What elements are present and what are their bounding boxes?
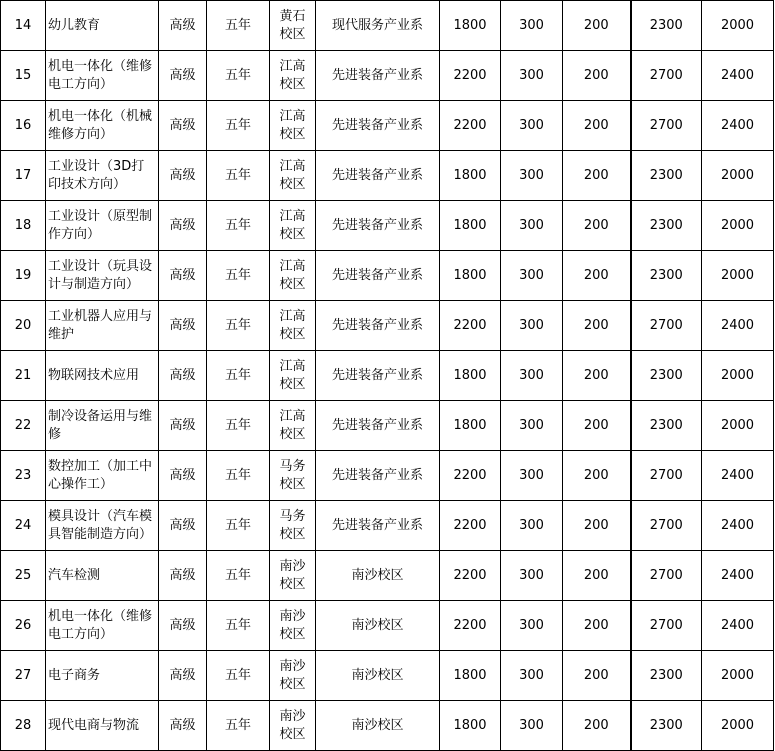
fee-cell-1: 2200	[440, 51, 501, 101]
campus-cell-text: 江高校区	[279, 108, 306, 142]
department-cell: 先进装备产业系	[316, 301, 440, 351]
fee-cell-2: 300	[501, 251, 563, 301]
years-cell: 五年	[207, 151, 270, 201]
campus-cell-text: 南沙校区	[279, 608, 306, 642]
years-cell: 五年	[207, 551, 270, 601]
years-cell: 五年	[207, 701, 270, 751]
major-name-cell	[46, 151, 159, 201]
fee-cell-4: 2300	[631, 351, 702, 401]
major-name-cell-text: 现代电商与物流	[48, 717, 140, 733]
table-row	[1, 701, 774, 751]
major-name-cell	[46, 1, 159, 51]
row-number-cell: 28	[1, 701, 46, 751]
fee-cell-5: 2000	[702, 151, 774, 201]
table-row	[1, 201, 774, 251]
level-cell: 高级	[159, 701, 207, 751]
fee-cell-5: 2400	[702, 451, 774, 501]
campus-cell	[270, 201, 316, 251]
fee-cell-4: 2700	[631, 601, 702, 651]
campus-cell-text: 江高校区	[279, 258, 306, 292]
fee-cell-3: 200	[563, 501, 631, 551]
department-cell: 先进装备产业系	[316, 351, 440, 401]
fee-cell-2: 300	[501, 51, 563, 101]
fee-cell-1: 2200	[440, 451, 501, 501]
major-name-cell-text: 物联网技术应用	[48, 367, 140, 383]
row-number-cell: 17	[1, 151, 46, 201]
major-name-cell	[46, 101, 159, 151]
fee-cell-2: 300	[501, 701, 563, 751]
table-row	[1, 251, 774, 301]
fee-cell-4: 2700	[631, 451, 702, 501]
fee-cell-4: 2300	[631, 701, 702, 751]
fee-cell-1: 1800	[440, 701, 501, 751]
campus-cell	[270, 1, 316, 51]
campus-cell-text: 南沙校区	[279, 708, 306, 742]
table-row	[1, 551, 774, 601]
fee-cell-3: 200	[563, 401, 631, 451]
department-cell: 先进装备产业系	[316, 151, 440, 201]
department-cell: 先进装备产业系	[316, 51, 440, 101]
fee-cell-2: 300	[501, 151, 563, 201]
fee-cell-2: 300	[501, 501, 563, 551]
fee-cell-2: 300	[501, 201, 563, 251]
fee-cell-1: 2200	[440, 501, 501, 551]
fee-cell-1: 1800	[440, 1, 501, 51]
level-cell: 高级	[159, 151, 207, 201]
fee-cell-2: 300	[501, 401, 563, 451]
fee-cell-4: 2700	[631, 551, 702, 601]
fee-cell-3: 200	[563, 701, 631, 751]
major-name-cell	[46, 601, 159, 651]
level-cell: 高级	[159, 51, 207, 101]
major-name-cell	[46, 201, 159, 251]
major-name-cell-text: 工业设计（玩具设计与制造方向）	[48, 258, 153, 292]
campus-cell-text: 江高校区	[279, 358, 306, 392]
major-name-cell	[46, 251, 159, 301]
fee-cell-5: 2000	[702, 1, 774, 51]
major-name-cell	[46, 301, 159, 351]
row-number-cell: 25	[1, 551, 46, 601]
campus-cell-text: 黄石校区	[279, 8, 306, 42]
major-name-cell	[46, 701, 159, 751]
fee-cell-5: 2000	[702, 401, 774, 451]
fee-cell-1: 2200	[440, 601, 501, 651]
major-name-cell	[46, 501, 159, 551]
level-cell: 高级	[159, 101, 207, 151]
level-cell: 高级	[159, 1, 207, 51]
table-row	[1, 651, 774, 701]
row-number-cell: 18	[1, 201, 46, 251]
fee-cell-4: 2700	[631, 51, 702, 101]
fee-cell-5: 2400	[702, 101, 774, 151]
fee-cell-4: 2700	[631, 101, 702, 151]
table-row	[1, 101, 774, 151]
fee-cell-1: 1800	[440, 401, 501, 451]
major-name-cell	[46, 651, 159, 701]
fee-cell-2: 300	[501, 301, 563, 351]
fee-cell-4: 2300	[631, 251, 702, 301]
table-body	[1, 1, 774, 751]
row-number-cell: 20	[1, 301, 46, 351]
years-cell: 五年	[207, 451, 270, 501]
table-row	[1, 601, 774, 651]
campus-cell	[270, 551, 316, 601]
row-number-cell: 26	[1, 601, 46, 651]
years-cell: 五年	[207, 501, 270, 551]
level-cell: 高级	[159, 201, 207, 251]
fee-cell-1: 1800	[440, 351, 501, 401]
fee-cell-4: 2300	[631, 401, 702, 451]
level-cell: 高级	[159, 351, 207, 401]
fee-cell-3: 200	[563, 101, 631, 151]
campus-cell	[270, 451, 316, 501]
fee-cell-3: 200	[563, 251, 631, 301]
level-cell: 高级	[159, 601, 207, 651]
level-cell: 高级	[159, 401, 207, 451]
major-name-cell-text: 数控加工（加工中心操作工）	[48, 458, 153, 492]
campus-cell	[270, 251, 316, 301]
years-cell: 五年	[207, 51, 270, 101]
level-cell: 高级	[159, 251, 207, 301]
fee-cell-5: 2400	[702, 501, 774, 551]
fee-cell-1: 2200	[440, 301, 501, 351]
table-row	[1, 501, 774, 551]
table-row	[1, 151, 774, 201]
level-cell: 高级	[159, 301, 207, 351]
fee-cell-3: 200	[563, 601, 631, 651]
campus-cell	[270, 301, 316, 351]
major-name-cell-text: 机电一体化（维修电工方向）	[48, 58, 153, 92]
major-name-cell-text: 工业设计（3D打印技术方向）	[48, 158, 145, 192]
fee-cell-3: 200	[563, 551, 631, 601]
department-cell: 南沙校区	[316, 651, 440, 701]
major-name-cell-text: 幼儿教育	[48, 17, 101, 33]
fee-cell-5: 2000	[702, 251, 774, 301]
row-number-cell: 15	[1, 51, 46, 101]
fee-cell-5: 2400	[702, 601, 774, 651]
major-name-cell-text: 机电一体化（维修电工方向）	[48, 608, 153, 642]
fee-cell-3: 200	[563, 1, 631, 51]
row-number-cell: 24	[1, 501, 46, 551]
campus-cell	[270, 351, 316, 401]
fee-cell-5: 2400	[702, 551, 774, 601]
fee-cell-3: 200	[563, 351, 631, 401]
fee-cell-4: 2300	[631, 151, 702, 201]
row-number-cell: 14	[1, 1, 46, 51]
row-number-cell: 16	[1, 101, 46, 151]
major-name-cell-text: 工业机器人应用与维护	[48, 308, 153, 342]
fee-cell-2: 300	[501, 551, 563, 601]
campus-cell-text: 马务校区	[279, 508, 306, 542]
major-name-cell	[46, 451, 159, 501]
major-name-cell-text: 汽车检测	[48, 567, 101, 583]
fee-cell-3: 200	[563, 451, 631, 501]
fee-cell-2: 300	[501, 101, 563, 151]
campus-cell	[270, 651, 316, 701]
department-cell: 南沙校区	[316, 551, 440, 601]
campus-cell-text: 江高校区	[279, 308, 306, 342]
fee-cell-4: 2300	[631, 1, 702, 51]
row-number-cell: 27	[1, 651, 46, 701]
campus-cell	[270, 101, 316, 151]
campus-cell-text: 江高校区	[279, 158, 306, 192]
fee-cell-2: 300	[501, 351, 563, 401]
fee-cell-2: 300	[501, 601, 563, 651]
row-number-cell: 19	[1, 251, 46, 301]
campus-cell	[270, 51, 316, 101]
years-cell: 五年	[207, 1, 270, 51]
years-cell: 五年	[207, 651, 270, 701]
row-number-cell: 21	[1, 351, 46, 401]
fee-cell-3: 200	[563, 651, 631, 701]
fee-cell-1: 1800	[440, 251, 501, 301]
fee-cell-3: 200	[563, 201, 631, 251]
campus-cell-text: 南沙校区	[279, 558, 306, 592]
major-name-cell-text: 模具设计（汽车模具智能制造方向）	[48, 508, 153, 542]
campus-cell-text: 江高校区	[279, 58, 306, 92]
fee-cell-5: 2000	[702, 701, 774, 751]
department-cell: 先进装备产业系	[316, 251, 440, 301]
row-number-cell: 23	[1, 451, 46, 501]
fee-cell-1: 2200	[440, 101, 501, 151]
fee-cell-1: 1800	[440, 201, 501, 251]
years-cell: 五年	[207, 101, 270, 151]
fee-cell-3: 200	[563, 301, 631, 351]
campus-cell	[270, 151, 316, 201]
campus-cell-text: 江高校区	[279, 208, 306, 242]
major-name-cell-text: 制冷设备运用与维修	[48, 408, 153, 442]
fee-cell-2: 300	[501, 651, 563, 701]
department-cell: 先进装备产业系	[316, 501, 440, 551]
fee-cell-4: 2700	[631, 501, 702, 551]
fee-cell-4: 2300	[631, 201, 702, 251]
fee-cell-4: 2300	[631, 651, 702, 701]
years-cell: 五年	[207, 401, 270, 451]
fee-cell-5: 2400	[702, 51, 774, 101]
years-cell: 五年	[207, 201, 270, 251]
years-cell: 五年	[207, 301, 270, 351]
department-cell: 先进装备产业系	[316, 201, 440, 251]
level-cell: 高级	[159, 651, 207, 701]
table-row	[1, 51, 774, 101]
campus-cell	[270, 501, 316, 551]
campus-cell-text: 南沙校区	[279, 658, 306, 692]
fee-cell-1: 2200	[440, 551, 501, 601]
major-name-cell	[46, 401, 159, 451]
fee-cell-1: 1800	[440, 651, 501, 701]
fee-cell-2: 300	[501, 451, 563, 501]
years-cell: 五年	[207, 251, 270, 301]
years-cell: 五年	[207, 351, 270, 401]
department-cell: 南沙校区	[316, 601, 440, 651]
fee-cell-2: 300	[501, 1, 563, 51]
fee-cell-3: 200	[563, 151, 631, 201]
fee-cell-5: 2000	[702, 651, 774, 701]
table-row	[1, 401, 774, 451]
fee-cell-5: 2000	[702, 351, 774, 401]
major-name-cell	[46, 51, 159, 101]
table-row	[1, 301, 774, 351]
level-cell: 高级	[159, 501, 207, 551]
department-cell: 先进装备产业系	[316, 451, 440, 501]
major-name-cell-text: 工业设计（原型制作方向）	[48, 208, 153, 242]
campus-cell	[270, 601, 316, 651]
level-cell: 高级	[159, 551, 207, 601]
major-name-cell-text: 电子商务	[48, 667, 101, 683]
department-cell: 现代服务产业系	[316, 1, 440, 51]
row-number-cell: 22	[1, 401, 46, 451]
fee-cell-4: 2700	[631, 301, 702, 351]
fee-cell-1: 1800	[440, 151, 501, 201]
level-cell: 高级	[159, 451, 207, 501]
major-name-cell-text: 机电一体化（机械维修方向）	[48, 108, 153, 142]
department-cell: 先进装备产业系	[316, 101, 440, 151]
fee-cell-3: 200	[563, 51, 631, 101]
campus-cell	[270, 701, 316, 751]
campus-cell-text: 马务校区	[279, 458, 306, 492]
campus-cell-text: 江高校区	[279, 408, 306, 442]
department-cell: 南沙校区	[316, 701, 440, 751]
department-cell: 先进装备产业系	[316, 401, 440, 451]
years-cell: 五年	[207, 601, 270, 651]
table-row	[1, 351, 774, 401]
campus-cell	[270, 401, 316, 451]
fee-cell-5: 2000	[702, 201, 774, 251]
fee-cell-5: 2400	[702, 301, 774, 351]
major-name-cell	[46, 351, 159, 401]
table-row	[1, 451, 774, 501]
major-name-cell	[46, 551, 159, 601]
table-row	[1, 1, 774, 51]
